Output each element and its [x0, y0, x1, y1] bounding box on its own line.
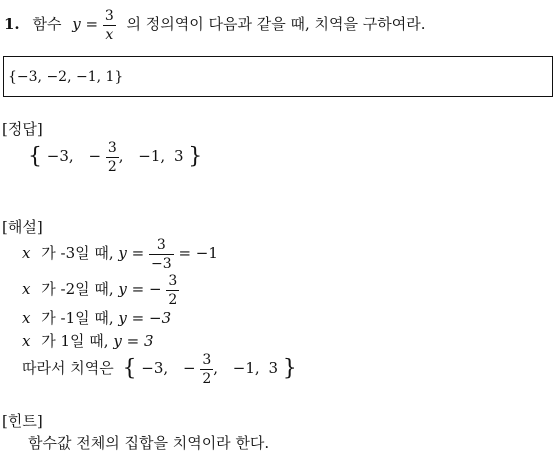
explanation-line-3-expr: y = −3: [118, 309, 172, 327]
conclusion-item-4: 3: [268, 359, 279, 377]
explanation-line-1-fraction: [149, 238, 174, 271]
domain-box: [3, 56, 553, 97]
answer-fraction: [106, 141, 119, 174]
explanation-line-2-var: x: [22, 280, 31, 298]
explanation-line-2-fraction: [166, 274, 179, 307]
conclusion-fraction-num: 3: [202, 351, 212, 368]
explanation-line-1-num: 3: [149, 238, 174, 255]
explanation-line-4-expr: y = 3: [113, 332, 154, 350]
question-text-before: 함수: [32, 15, 62, 33]
explanation-line-4-var: x: [22, 332, 31, 350]
explanation-line-3-text: 가 -1일 때,: [41, 309, 114, 327]
answer-close-brace: }: [188, 144, 203, 169]
answer-open-brace: {: [28, 144, 42, 169]
answer-item-1: −3,: [46, 147, 74, 165]
answer-minus: −: [88, 147, 102, 165]
explanation-line-2-den: 2: [168, 291, 178, 308]
conclusion-item-1: −3,: [141, 359, 169, 377]
answer-label: [정답]: [2, 120, 43, 138]
explanation-line-1-den: −3: [151, 255, 172, 272]
answer-comma: ,: [118, 147, 124, 165]
answer-fraction-num: 3: [107, 139, 117, 156]
explanation-line-2-num: 3: [168, 272, 178, 289]
domain-set: {−3, −2, −1, 1}: [8, 69, 124, 85]
explanation-label: [해설]: [2, 218, 43, 236]
explanation-line-2-lhs: y = −: [118, 280, 162, 298]
question-number: 1.: [4, 15, 20, 33]
explanation-line-3: [22, 307, 171, 328]
explanation-line-1-var: x: [22, 244, 31, 262]
question-line: [4, 7, 426, 43]
explanation-line-1-lhs: y =: [118, 244, 145, 262]
explanation-conclusion: [22, 348, 297, 388]
explanation-line-4-text: 가 1일 때,: [41, 332, 109, 350]
question-function-lhs: y =: [72, 15, 99, 33]
explanation-line-1-rhs: = −1: [178, 244, 218, 262]
conclusion-close-brace: }: [282, 356, 297, 381]
question-function-fraction: [103, 9, 116, 42]
answer-fraction-den: 2: [107, 158, 117, 175]
explanation-line-2: [22, 272, 179, 306]
hint-text: 함수값 전체의 집합을 치역이라 한다.: [28, 434, 270, 452]
explanation-conclusion-text: 따라서 치역은: [22, 359, 114, 377]
answer-item-3: −1,: [138, 147, 166, 165]
conclusion-fraction-den: 2: [202, 370, 212, 387]
conclusion-minus: −: [182, 359, 196, 377]
answer-set: [28, 136, 202, 176]
explanation-line-1-text: 가 -3일 때,: [41, 244, 114, 262]
question-function-denominator: x: [105, 26, 114, 43]
hint-label: [힌트]: [2, 412, 43, 430]
explanation-line-3-var: x: [22, 309, 31, 327]
answer-item-4: 3: [173, 147, 184, 165]
question-text-after: 의 정의역이 다음과 같을 때, 치역을 구하여라.: [126, 15, 426, 33]
conclusion-item-3: −1,: [232, 359, 260, 377]
explanation-line-2-text: 가 -2일 때,: [41, 280, 114, 298]
conclusion-fraction: [200, 353, 213, 386]
explanation-line-1: [22, 234, 218, 272]
question-function-numerator: 3: [104, 7, 114, 24]
conclusion-comma: ,: [213, 359, 219, 377]
conclusion-open-brace: {: [122, 356, 137, 381]
